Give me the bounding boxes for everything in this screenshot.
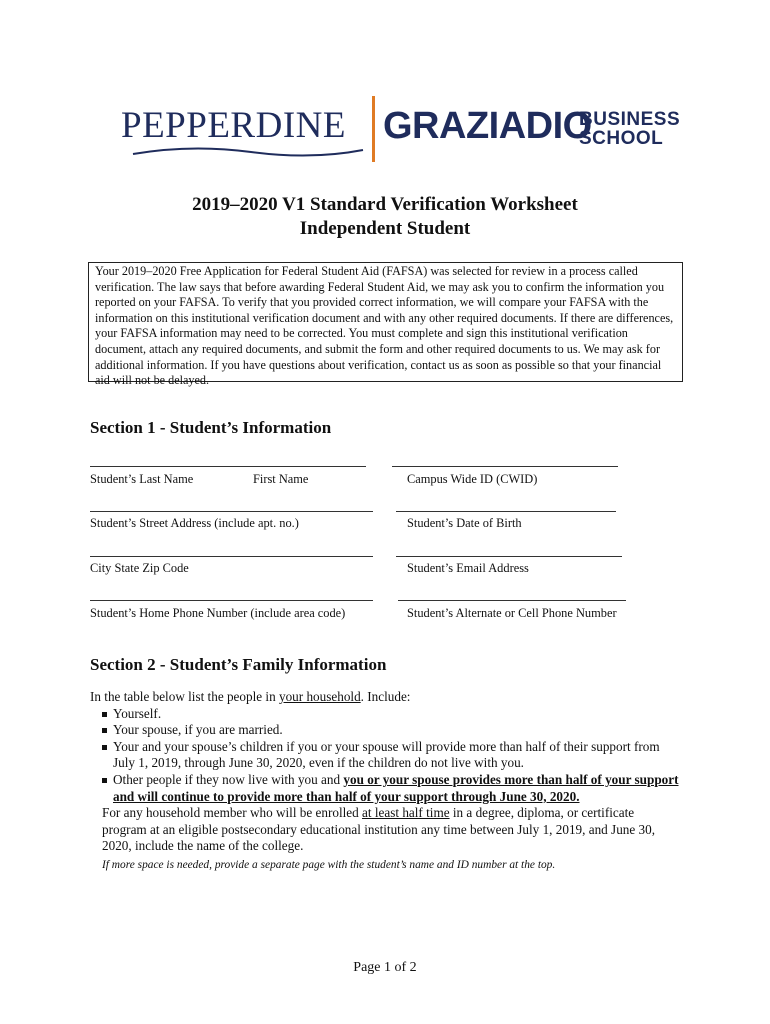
list-item: Your and your spouse’s children if you or your spouse will provide more than half of their support from July 1, 2019, through June 30, 2020, even if the children do not live with you. (90, 739, 680, 772)
logo-swash (131, 146, 366, 160)
household-list (90, 706, 680, 806)
alt-phone-label: Student’s Alternate or Cell Phone Number (407, 606, 617, 620)
list-item: Your spouse, if you are married. (90, 722, 680, 739)
intro-notice-box: Your 2019–2020 Free Application for Federal Student Aid (FAFSA) was selected for review in a process called verification. The law says that before awarding Federal Student Aid, we may ask you to confirm the information you reported on your FAFSA. To verify that you provided correct information, we will compare your FAFSA with the information on this institutional verification document and with any other required documents. If there are differences, your FAFSA information may need to be corrected. You must complete and sign this institutional verification document, attach any required documents, and submit the form and other required documents to us. We may ask for additional information. If you have questions about verification, contact us as soon as possible so that your financial aid will not be delayed. (88, 262, 683, 382)
city-state-zip-line[interactable] (90, 556, 373, 557)
bullet-icon (102, 745, 107, 750)
logo-business-text: BUSINESS (579, 109, 681, 130)
email-label: Student’s Email Address (407, 561, 529, 575)
list-item: Other people if they now live with you and you or your spouse provides more than half of your support and will continue to provide more than half of your support through June 30, 2020. (90, 772, 680, 805)
last-first-name-line[interactable] (90, 466, 366, 467)
logo-divider (372, 96, 375, 162)
section2-body (90, 689, 680, 874)
city-state-zip-label: City State Zip Code (90, 561, 189, 575)
logo-business-school (579, 110, 680, 148)
cwid-line[interactable] (392, 466, 618, 467)
logo-school-text: SCHOOL (579, 128, 664, 149)
dob-line[interactable] (396, 511, 616, 512)
bullet-icon (102, 778, 107, 783)
pepperdine-graziadio-logo (121, 96, 681, 164)
last-name-label: Student’s Last Name (90, 472, 194, 486)
alt-phone-line[interactable] (398, 600, 626, 601)
home-phone-label: Student’s Home Phone Number (include area code) (90, 606, 346, 620)
bullet-icon (102, 712, 107, 717)
list-item: Yourself. (90, 706, 680, 723)
college-instruction: For any household member who will be enrolled at least half time in a degree, diploma, or certificate program at an eligible postsecondary educational institution any time between July 1, 2019, and June 30, 2020, include the name of the college. (102, 805, 656, 854)
page-subtitle: Independent Student (299, 218, 471, 239)
household-intro: In the table below list the people in your household. Include: (90, 689, 411, 704)
extra-space-note: If more space is needed, provide a separate page with the student’s name and ID number at the top. (102, 858, 556, 871)
dob-label: Student’s Date of Birth (407, 516, 522, 530)
bullet-icon (102, 728, 107, 733)
home-phone-line[interactable] (90, 600, 373, 601)
section1-heading: Section 1 - Student’s Information (90, 418, 332, 437)
email-line[interactable] (396, 556, 622, 557)
section2-heading: Section 2 - Student’s Family Information (90, 655, 387, 674)
first-name-label: First Name (253, 472, 309, 486)
logo-graziadio-text: GRAZIADIO (383, 105, 592, 147)
street-address-label: Student’s Street Address (include apt. no.) (90, 516, 299, 530)
logo-pepperdine-text: PEPPERDINE (121, 105, 346, 146)
page-title: 2019–2020 V1 Standard Verification Worksheet (192, 194, 578, 215)
cwid-label: Campus Wide ID (CWID) (407, 472, 538, 486)
street-address-line[interactable] (90, 511, 373, 512)
page-number: Page 1 of 2 (353, 960, 417, 975)
